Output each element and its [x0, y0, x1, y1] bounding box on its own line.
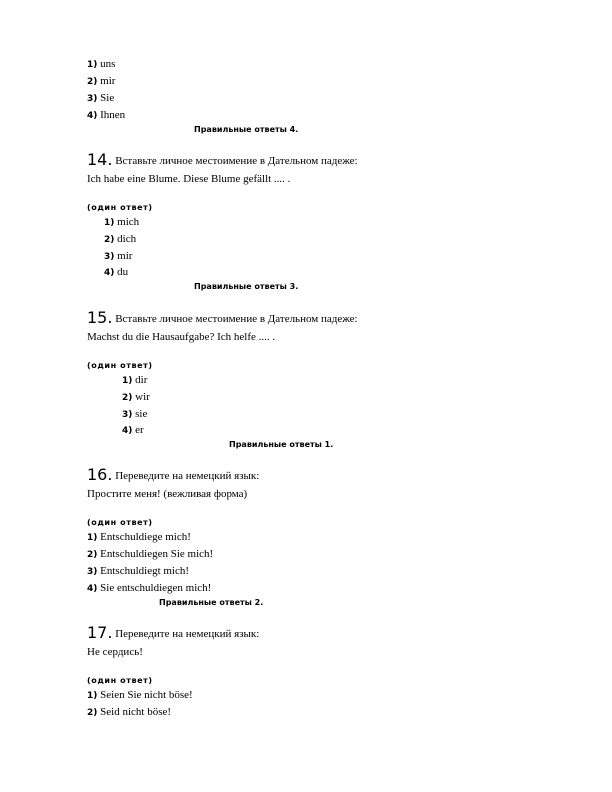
q17-option-1: 1) Seien Sie nicht böse! — [87, 689, 193, 701]
q14-header — [87, 151, 358, 169]
q14-option-3: 3) mir — [104, 250, 133, 262]
q15-correct-answer: Правильные ответы 1. — [229, 440, 334, 449]
q15-option-2: 2) wir — [122, 391, 150, 403]
q15-option-1: 1) dir — [122, 374, 148, 386]
q16-option-4: 4) Sie entschuldiegen mich! — [87, 582, 212, 594]
q15-sentence: Machst du die Hausaufgabe? Ich helfe .... . — [87, 331, 276, 343]
q16-option-2: 2) Entschuldiegen Sie mich! — [87, 548, 214, 560]
q14-correct-answer: Правильные ответы 3. — [194, 282, 299, 291]
q15-option-4: 4) er — [122, 424, 144, 436]
q14-option-4: 4) du — [104, 266, 129, 278]
q16-hint: (один ответ) — [87, 518, 153, 527]
q16-option-3: 3) Entschuldiegt mich! — [87, 565, 190, 577]
q15-hint: (один ответ) — [87, 361, 153, 370]
q17-prompt: Переведите на немецкий язык: — [115, 628, 260, 640]
q13-correct-answer: Правильные ответы 4. — [194, 125, 299, 134]
q14-option-1: 1) mich — [104, 216, 140, 228]
q16-header — [87, 466, 259, 484]
q16-option-1: 1) Entschuldiege mich! — [87, 531, 191, 543]
q15-header — [87, 309, 358, 327]
q14-hint: (один ответ) — [87, 203, 153, 212]
q16-sentence: Простите меня! (вежливая форма) — [87, 488, 248, 500]
q14-number: 14. — [87, 150, 113, 169]
q13-option-1: 1) uns — [87, 58, 116, 70]
q17-number: 17. — [87, 623, 113, 642]
q14-option-2: 2) dich — [104, 233, 137, 245]
q14-sentence: Ich habe eine Blume. Diese Blume gefällt .... . — [87, 173, 291, 185]
q13-option-2: 2) mir — [87, 75, 116, 87]
q17-sentence: Не сердись! — [87, 646, 143, 658]
q13-option-4: 4) Ihnen — [87, 109, 126, 121]
q15-option-3: 3) sie — [122, 408, 148, 420]
q15-number: 15. — [87, 308, 113, 327]
q14-prompt: Вставьте личное местоимение в Дательном падеже: — [115, 155, 358, 167]
q15-prompt: Вставьте личное местоимение в Дательном падеже: — [115, 313, 358, 325]
q16-correct-answer: Правильные ответы 2. — [159, 598, 264, 607]
q13-option-3: 3) Sie — [87, 92, 115, 104]
q17-header — [87, 624, 259, 642]
q17-hint: (один ответ) — [87, 676, 153, 685]
q17-option-2: 2) Seid nicht böse! — [87, 706, 172, 718]
q16-prompt: Переведите на немецкий язык: — [115, 470, 260, 482]
q16-number: 16. — [87, 465, 113, 484]
